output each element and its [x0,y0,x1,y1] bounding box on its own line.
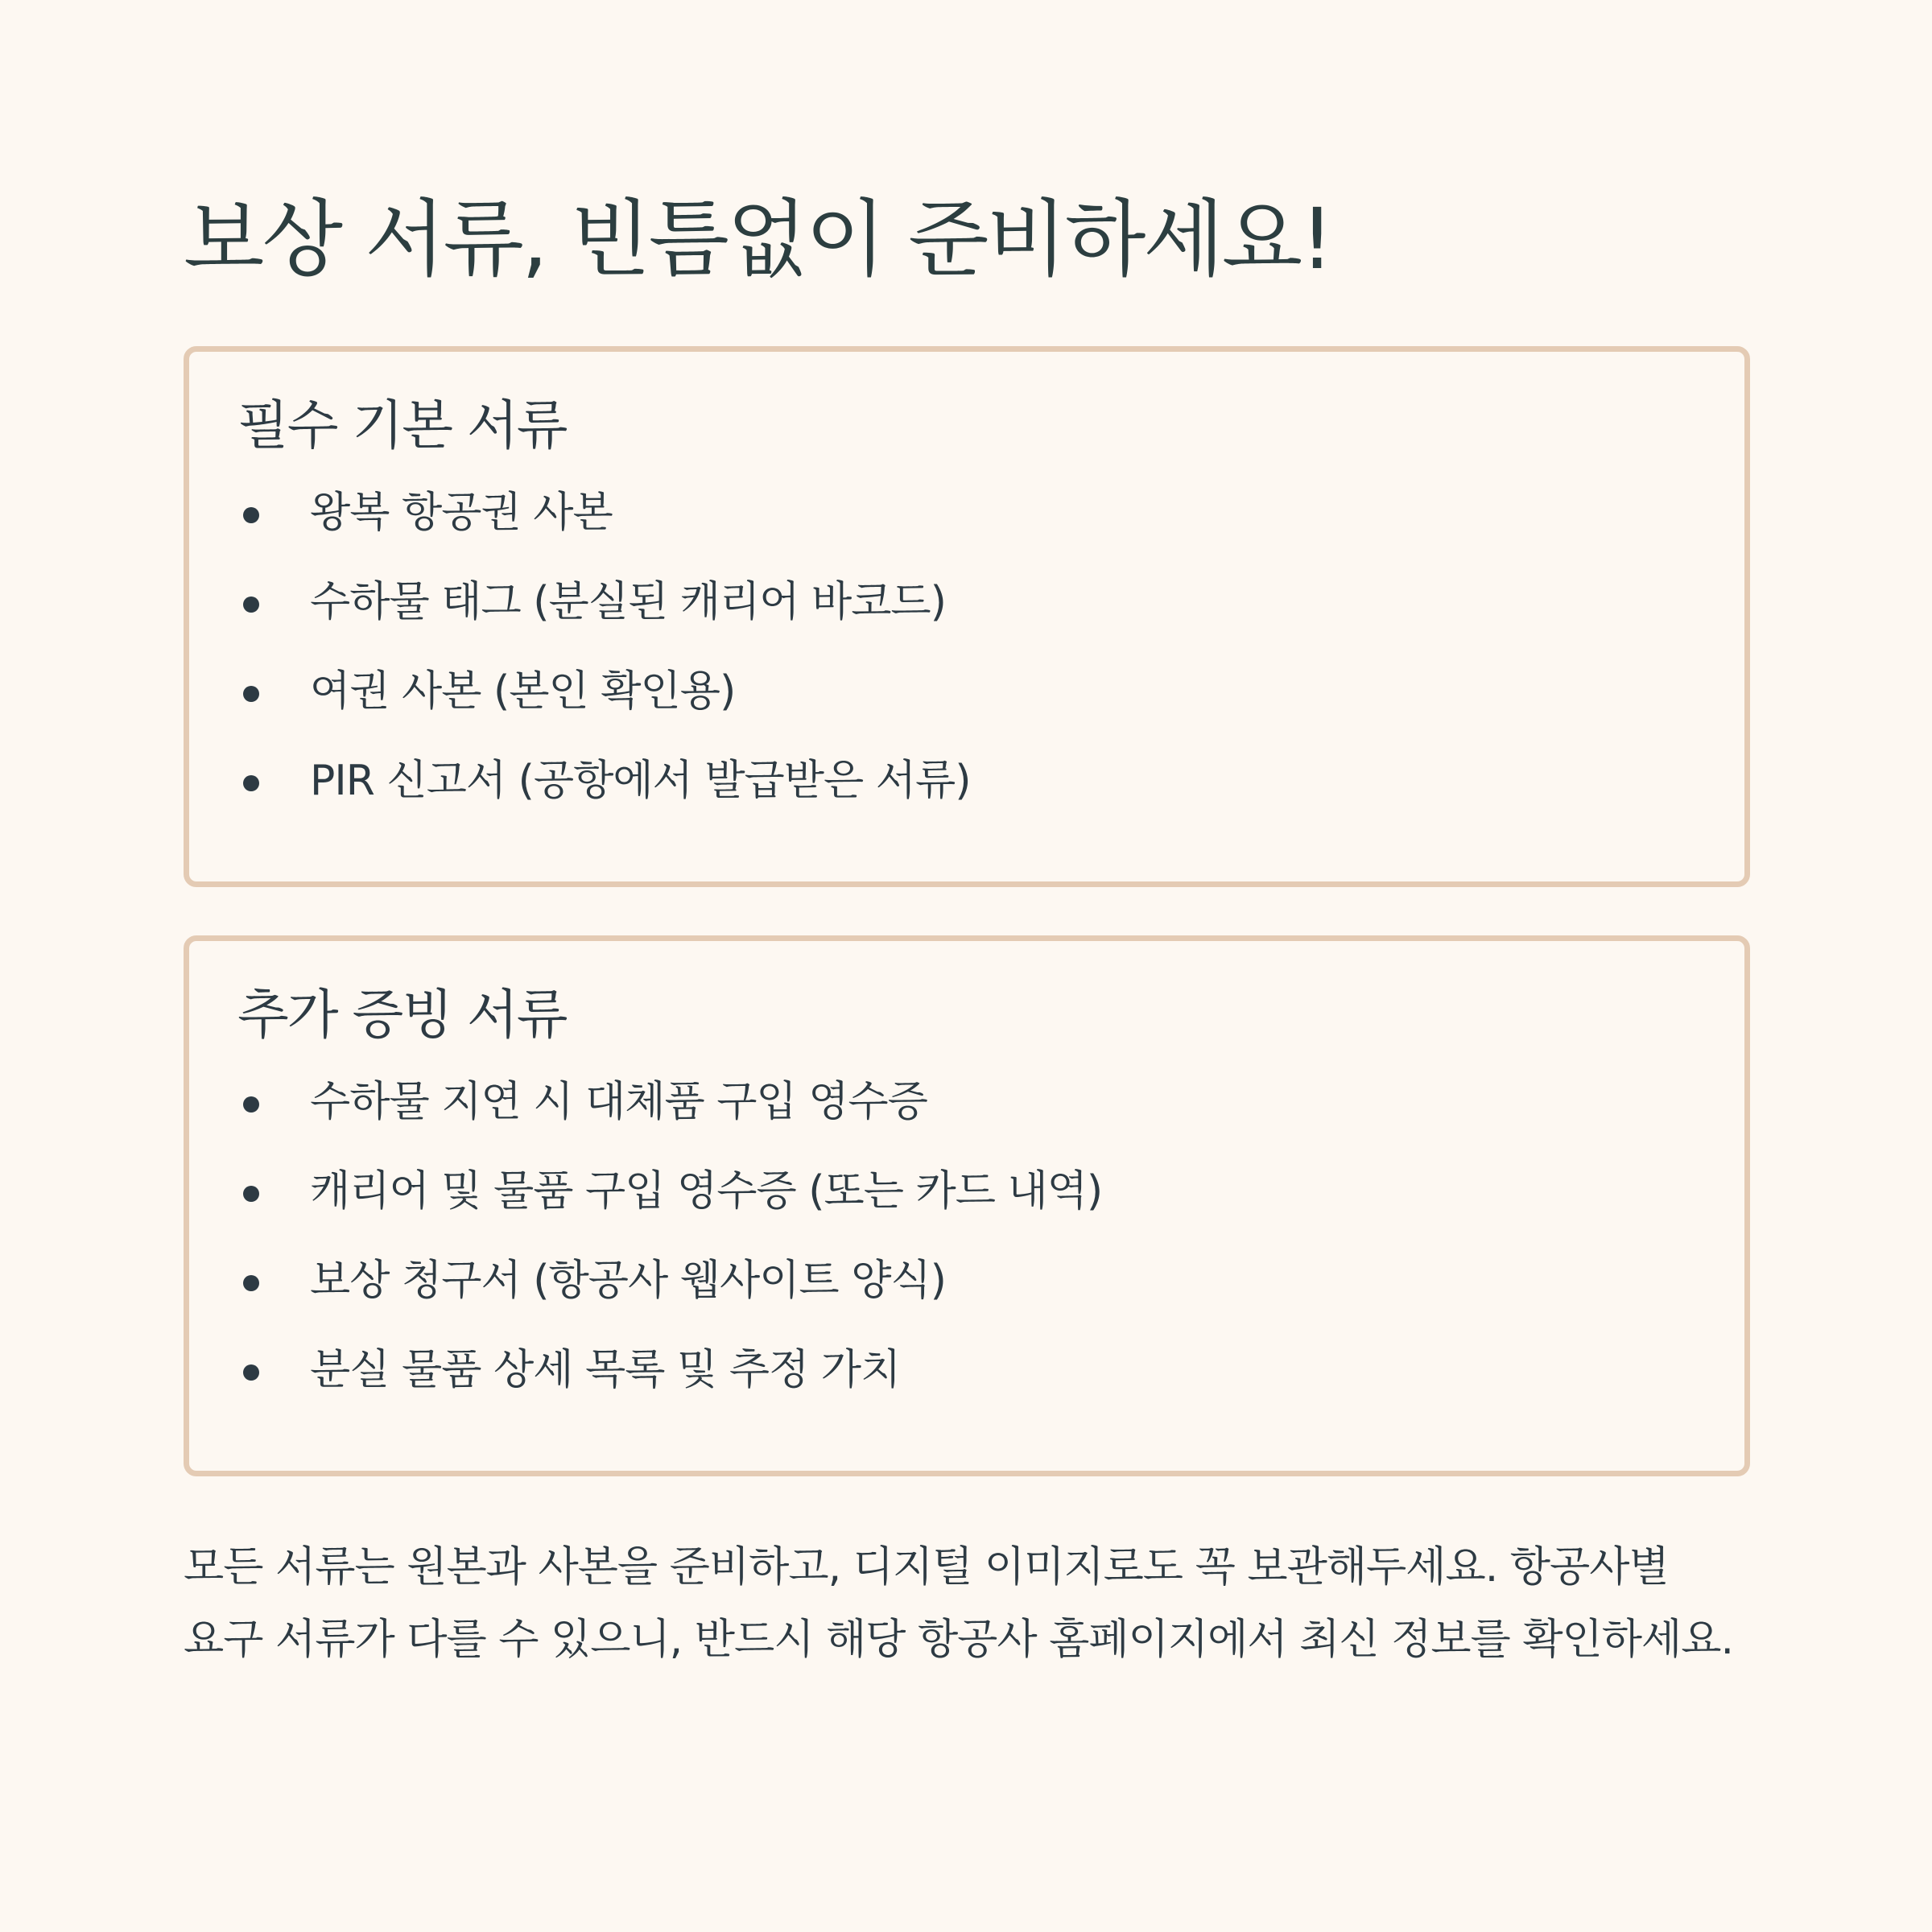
footer-note: 모든 서류는 원본과 사본을 준비하고, 디지털 이미지로도 꼭 보관해두세요. 항공사별 요구 서류가 다를 수 있으니, 반드시 해당 항공사 홈페이지에서 최신 정보를 확인하세요. [184,1543,1734,1664]
bullet-icon [243,597,259,613]
list-item-text: 보상 청구서 (항공사 웹사이트 양식) [310,1257,946,1305]
list-item-text: 왕복 항공권 사본 [310,489,613,537]
section-card-additional [184,935,1750,1476]
section-card-required [184,346,1750,887]
section-heading: 추가 증빙 서류 [237,984,567,1046]
bullet-icon [243,1364,259,1381]
document-list [237,1062,1696,1419]
list-item-text: 여권 사본 (본인 확인용) [310,667,736,716]
section-heading: 필수 기본 서류 [237,394,567,456]
bullet-icon [243,775,259,791]
document-page [184,179,1750,1718]
document-list [237,473,1696,830]
list-item-text: 분실 물품 상세 목록 및 추정 가치 [310,1346,901,1394]
list-item-text: 캐리어 및 물품 구입 영수증 (또는 카드 내역) [310,1167,1103,1216]
list-item [237,1062,1696,1151]
list-item [237,473,1696,562]
bullet-icon [243,507,259,523]
bullet-icon [243,1186,259,1202]
bullet-icon [243,686,259,702]
list-item [237,562,1696,651]
list-item-text: PIR 신고서 (공항에서 발급받은 서류) [310,757,971,805]
page-title: 보상 서류, 빈틈없이 준비하세요! [184,190,1331,288]
list-item-text: 수하물 지연 시 대체품 구입 영수증 [310,1078,927,1126]
bullet-icon [243,1275,259,1291]
list-item [237,1151,1696,1241]
list-item [237,651,1696,741]
list-item [237,741,1696,830]
list-item [237,1330,1696,1419]
list-item-text: 수하물 태그 (분실된 캐리어 바코드) [310,578,946,626]
list-item [237,1241,1696,1330]
bullet-icon [243,1096,259,1113]
